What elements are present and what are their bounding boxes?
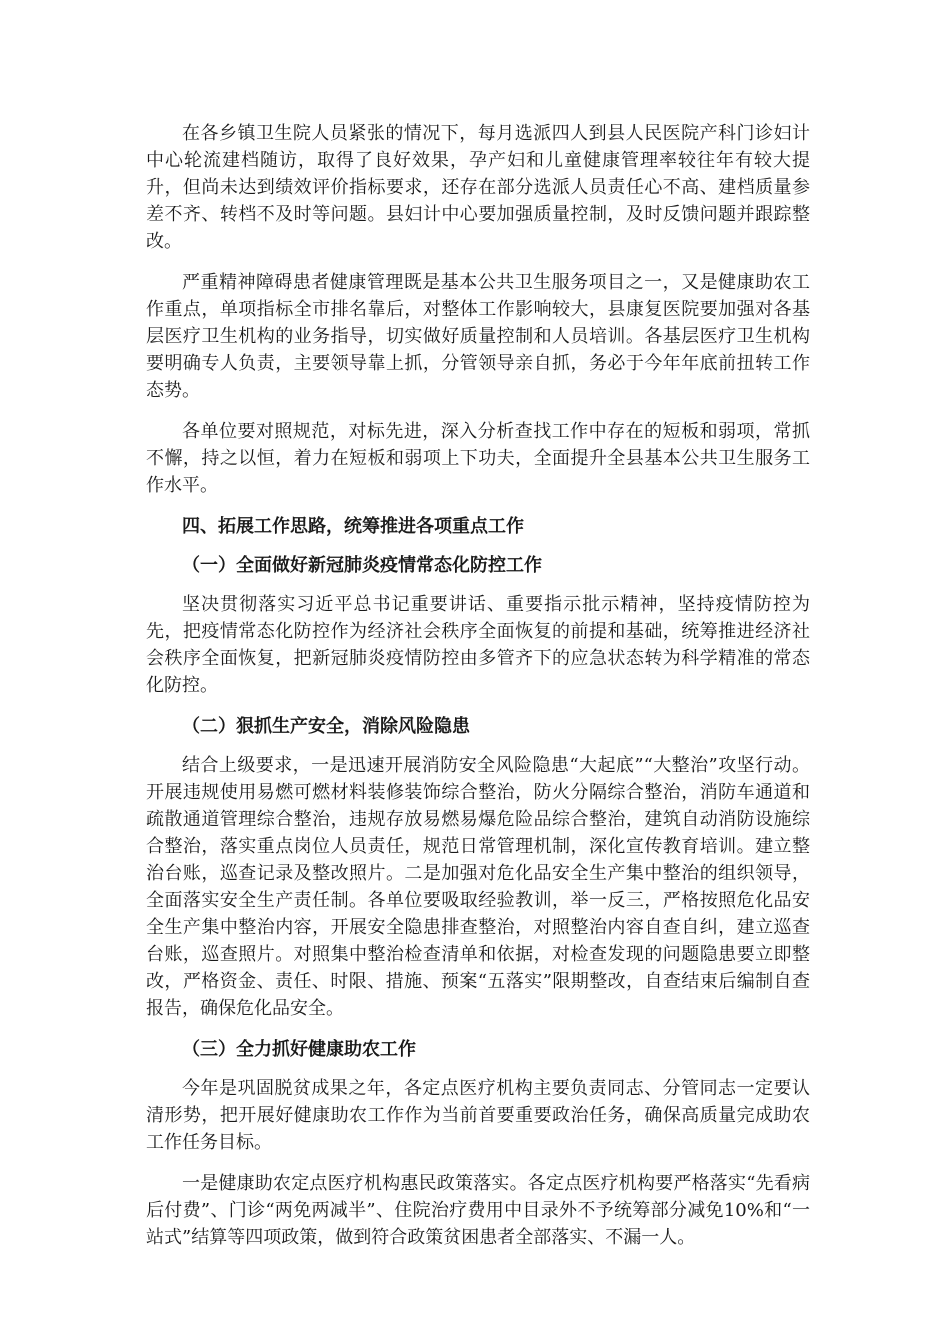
- paragraph: 各单位要对照规范，对标先进，深入分析查找工作中存在的短板和弱项，常抓不懈，持之以恒，着力在短板和弱项上下功夫，全面提升全县基本公共卫生服务工作水平。: [146, 421, 810, 496]
- paragraph: 坚决贯彻落实习近平总书记重要讲话、重要指示批示精神，坚持疫情防控为先，把疫情常态化防控作为经济社会秩序全面恢复的前提和基础，统筹推进经济社会秩序全面恢复，把新冠肺炎疫情防控由多管齐下的应急状态转为科学精准的常态化防控。: [146, 594, 810, 696]
- paragraph: 今年是巩固脱贫成果之年，各定点医疗机构主要负责同志、分管同志一定要认清形势，把开展好健康助农工作作为当前首要重要政治任务，确保高质量完成助农工作任务目标。: [146, 1078, 810, 1153]
- paragraph: 在各乡镇卫生院人员紧张的情况下，每月选派四人到县人民医院产科门诊妇计中心轮流建档随访，取得了良好效果，孕产妇和儿童健康管理率较往年有较大提升，但尚未达到绩效评价指标要求，还存在部分选派人员责任心不高、建档质量参差不齐、转档不及时等问题。县妇计中心要加强质量控制，及时反馈问题并跟踪整改。: [146, 123, 810, 252]
- subsection-heading: （一）全面做好新冠肺炎疫情常态化防控工作: [182, 555, 542, 576]
- paragraph: 严重精神障碍患者健康管理既是基本公共卫生服务项目之一，又是健康助农工作重点，单项指标全市排名靠后，对整体工作影响较大，县康复医院要加强对各基层医疗卫生机构的业务指导，切实做好质量控制和人员培训。各基层医疗卫生机构要明确专人负责，主要领导靠上抓，分管领导亲自抓，务必于今年年底前扭转工作态势。: [146, 272, 810, 401]
- paragraph: 一是健康助农定点医疗机构惠民政策落实。各定点医疗机构要严格落实“先看病后付费”、门诊“两免两减半”、住院治疗费用中目录外不予统筹部分减免10%和“一站式”结算等四项政策，做到符合政策贫困患者全部落实、不漏一人。: [146, 1173, 810, 1248]
- subsection-heading: （二）狠抓生产安全，消除风险隐患: [182, 716, 470, 737]
- subsection-heading: （三）全力抓好健康助农工作: [182, 1039, 416, 1060]
- document-page: [146, 120, 810, 1265]
- section-heading: 四、拓展工作思路，统筹推进各项重点工作: [182, 516, 524, 537]
- paragraph: 结合上级要求，一是迅速开展消防安全风险隐患“大起底”“大整治”攻坚行动。开展违规使用易燃可燃材料装修装饰综合整治，防火分隔综合整治，消防车通道和疏散通道管理综合整治，违规存放易燃易爆危险品综合整治，建筑自动消防设施综合整治，落实重点岗位人员责任，规范日常管理机制，深化宣传教育培训。建立整治台账，巡查记录及整改照片。二是加强对危化品安全生产集中整治的组织领导，全面落实安全生产责任制。各单位要吸取经验教训，举一反三，严格按照危化品安全生产集中整治内容，开展安全隐患排查整治，对照整治内容自查自纠，建立巡查台账，巡查照片。对照集中整治检查清单和依据，对检查发现的问题隐患要立即整改，严格资金、责任、时限、措施、预案“五落实”限期整改，自查结束后编制自查报告，确保危化品安全。: [146, 755, 810, 1019]
